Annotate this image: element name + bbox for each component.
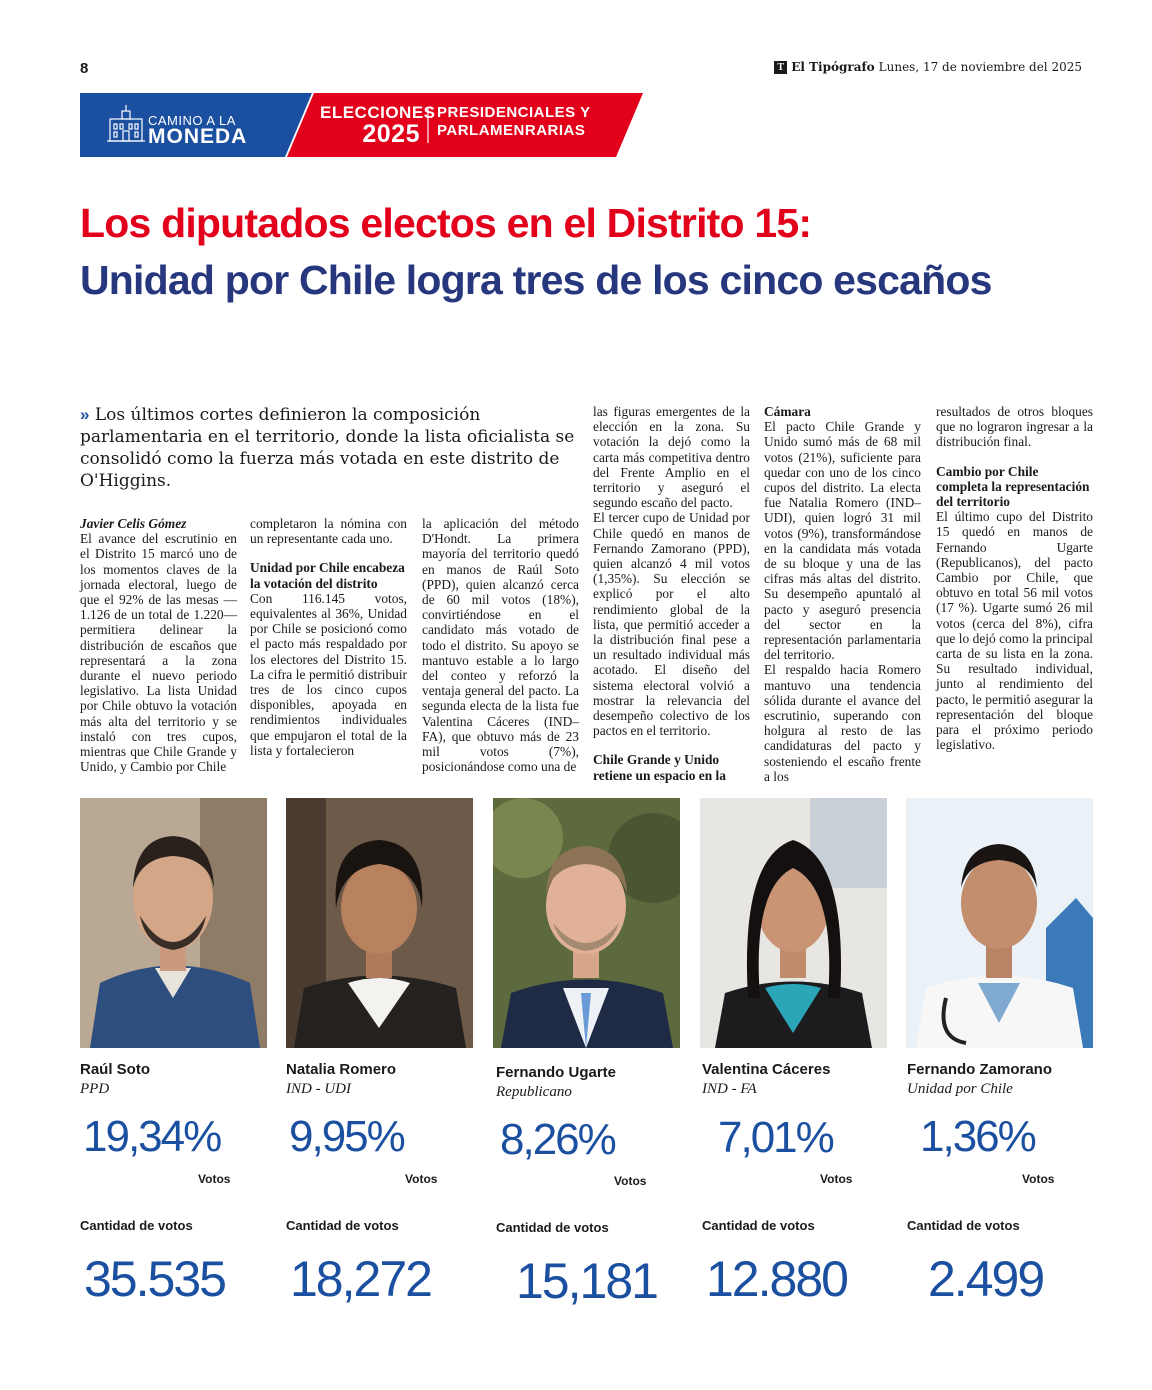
subheading-unidad: Unidad por Chile encabeza la votación del distrito: [250, 560, 405, 591]
candidate-percentage: 19,34%: [83, 1112, 221, 1161]
banner-election-type: [437, 104, 591, 140]
headline-line2: Unidad por Chile logra tres de los cinco escaños: [80, 257, 992, 303]
photo-fernando-zamorano: [906, 798, 1093, 1048]
col6-text-a: resultados de otros bloques que no lograron ingresar a la distribución final.: [936, 404, 1093, 450]
vote-count: 15,181: [516, 1253, 657, 1309]
vote-count-label: Cantidad de votos: [907, 1218, 1020, 1233]
headline-line1: Los diputados electos en el Distrito 15:: [80, 200, 812, 246]
candidate-party: Unidad por Chile: [907, 1081, 1013, 1097]
article-column-1: [80, 516, 237, 774]
vote-count-label: Cantidad de votos: [286, 1218, 399, 1233]
vote-count: 18,272: [290, 1251, 431, 1307]
chevron-icon: »: [80, 405, 90, 424]
masthead: [774, 60, 1082, 74]
vote-count: 12.880: [706, 1251, 847, 1307]
section-banner: [80, 93, 643, 157]
lead-paragraph: [80, 404, 575, 492]
banner-pres-line2: PARLAMENRARIAS: [437, 122, 586, 139]
candidate-percentage: 9,95%: [289, 1112, 404, 1161]
candidate-percentage: 8,26%: [500, 1115, 615, 1164]
newspaper-logo-icon: T: [774, 61, 787, 74]
photo-fernando-ugarte: [493, 798, 680, 1048]
candidate-name: Fernando Zamorano: [907, 1061, 1053, 1078]
article-column-5: [764, 404, 921, 784]
candidate-name: Fernando Ugarte: [496, 1064, 617, 1081]
candidate-percentage: 7,01%: [718, 1113, 833, 1162]
candidate-party: IND - UDI: [286, 1081, 351, 1097]
banner-year: 2025: [362, 120, 420, 148]
vote-count: 35.535: [84, 1251, 225, 1307]
col1-text: El avance del escrutinio en el Distrito 15 marcó uno de los momentos claves de la jornada electoral, luego de que el 92% de las mesas —1.126 de un total de 1.220— permitiera delinear la distribución de escaños que representará a la zona durante el nuevo periodo legislativo. La lista Unidad por Chile obtuvo la votación más alta del territorio y se instaló con tres cupos, mientras que Chile Grande y Unido, y Cambio por Chile: [80, 531, 237, 775]
col4-text-a: las figuras emergentes de la elección en la zona. Su votación la dejó como la carta más competitiva dentro del Frente Amplio en el territorio y aseguró el segundo escaño del pacto.: [593, 404, 750, 511]
candidate-party: PPD: [80, 1081, 110, 1097]
byline: Javier Celis Gómez: [80, 516, 187, 531]
article-column-4: [593, 404, 750, 783]
col5-text-b: El respaldo hacia Romero mantuvo una tendencia sólida durante el avance del escrutinio, superando con holgura al resto de las candidaturas del pacto y sosteniendo el escaño frente a los: [764, 662, 921, 784]
col2-text-b: Con 116.145 votos, equivalentes al 36%, Unidad por Chile se posicionó como el pacto más respaldado por los electores del Distrito 15. La cifra le permitió distribuir tres de los cinco cupos disponibles, apoyada en rendimientos individuales que empujaron el total de la lista y fortalecieron: [250, 590, 407, 758]
subheading-cambio: Cambio por Chile completa la representación del territorio: [936, 463, 1090, 510]
banner-moneda: MONEDA: [148, 125, 248, 148]
issue-date: Lunes, 17 de noviembre del 2025: [878, 60, 1082, 74]
newspaper-name: El Tipógrafo: [791, 60, 875, 74]
candidate-name: Valentina Cáceres: [702, 1061, 831, 1078]
votos-label: Votos: [614, 1174, 647, 1188]
candidate-party: Republicano: [496, 1084, 572, 1100]
page-number: 8: [80, 60, 89, 77]
col6-text-b: El último cupo del Distrito 15 quedó en manos de Fernando Ugarte (Republicanos), del pacto Cambio por Chile, que obtuvo en total 56 mil votos (17 %). Ugarte sumó 26 mil votos (cerca del 8%), cifra que lo dejó como la principal carta de su lista en la zona. Su resultado individual, junto al rendimiento del pacto, le permitió asegurar la representación del bloque para el próximo periodo legislativo.: [936, 509, 1093, 753]
photo-valentina-caceres: [700, 798, 887, 1048]
col4-text-b: El tercer cupo de Unidad por Chile quedó en manos de Fernando Zamorano (PPD), quien alcanzó 4 mil votos (1,35%). Su elección se explicó por el alto rendimiento global de la lista, que permitió acceder a la distribución final pese a un resultado individual más acotado. El diseño del sistema electoral volvió a mostrar la relevancia del desempeño colectivo de los pactos en el territorio.: [593, 510, 750, 739]
vote-count-label: Cantidad de votos: [496, 1220, 609, 1235]
votos-label: Votos: [405, 1172, 438, 1186]
col5-text-a: El pacto Chile Grande y Unido sumó más de 68 mil votos (21%), suficiente para quedar con uno de los cinco cupos del distrito. La electa fue Natalia Romero (IND–UDI), quien logró 31 mil votos (9%), transformándose en la candidata más votada de su bloque y una de las cifras más altas del distrito. Su desempeño apuntaló al pacto y aseguró presencia del sector en la representación parlamentaria del territorio.: [764, 419, 921, 663]
candidate-name: Natalia Romero: [286, 1061, 397, 1078]
candidate-name: Raúl Soto: [80, 1061, 150, 1078]
candidate-party: IND - FA: [702, 1081, 757, 1097]
photo-raul-soto: [80, 798, 267, 1048]
vote-count: 2.499: [928, 1251, 1044, 1307]
subheading-camara: Cámara: [764, 404, 811, 419]
article-column-6: [936, 404, 1093, 752]
banner-pres-line1: PRESIDENCIALES Y: [437, 104, 591, 121]
candidate-percentage: 1,36%: [920, 1112, 1035, 1161]
subheading-chile-grande: Chile Grande y Unido retiene un espacio en la: [593, 752, 726, 783]
col3-text: la aplicación del método D'Hondt. La primera mayoría del territorio quedó en manos de Raúl Soto (PPD), quien alcanzó cerca de 60 mil votos (18%), convirtiéndose en el candidato más votado de todo el distrito. Su apoyo se mantuvo estable a lo largo del conteo y reforzó la ventaja general del pacto. La segunda electa de la lista fue Valentina Cáceres (IND–FA), que obtuvo más de 23 mil votos (7%), posicionándose como una de: [422, 516, 579, 775]
vote-count-label: Cantidad de votos: [702, 1218, 815, 1233]
banner-elecciones: ELECCIONES: [320, 103, 436, 122]
article-column-3: [422, 516, 579, 774]
photo-natalia-romero: [286, 798, 473, 1048]
votos-label: Votos: [198, 1172, 231, 1186]
votos-label: Votos: [1022, 1172, 1055, 1186]
banner-camino: CAMINO A LA: [148, 113, 236, 128]
votos-label: Votos: [820, 1172, 853, 1186]
article-column-2: [250, 516, 407, 758]
lead-text: Los últimos cortes definieron la composición parlamentaria en el territorio, donde la lista oficialista se consolidó como la fuerza más votada en este distrito de O'Higgins.: [80, 405, 575, 491]
col2-text-a: completaron la nómina con un representante cada uno.: [250, 516, 407, 547]
vote-count-label: Cantidad de votos: [80, 1218, 193, 1233]
